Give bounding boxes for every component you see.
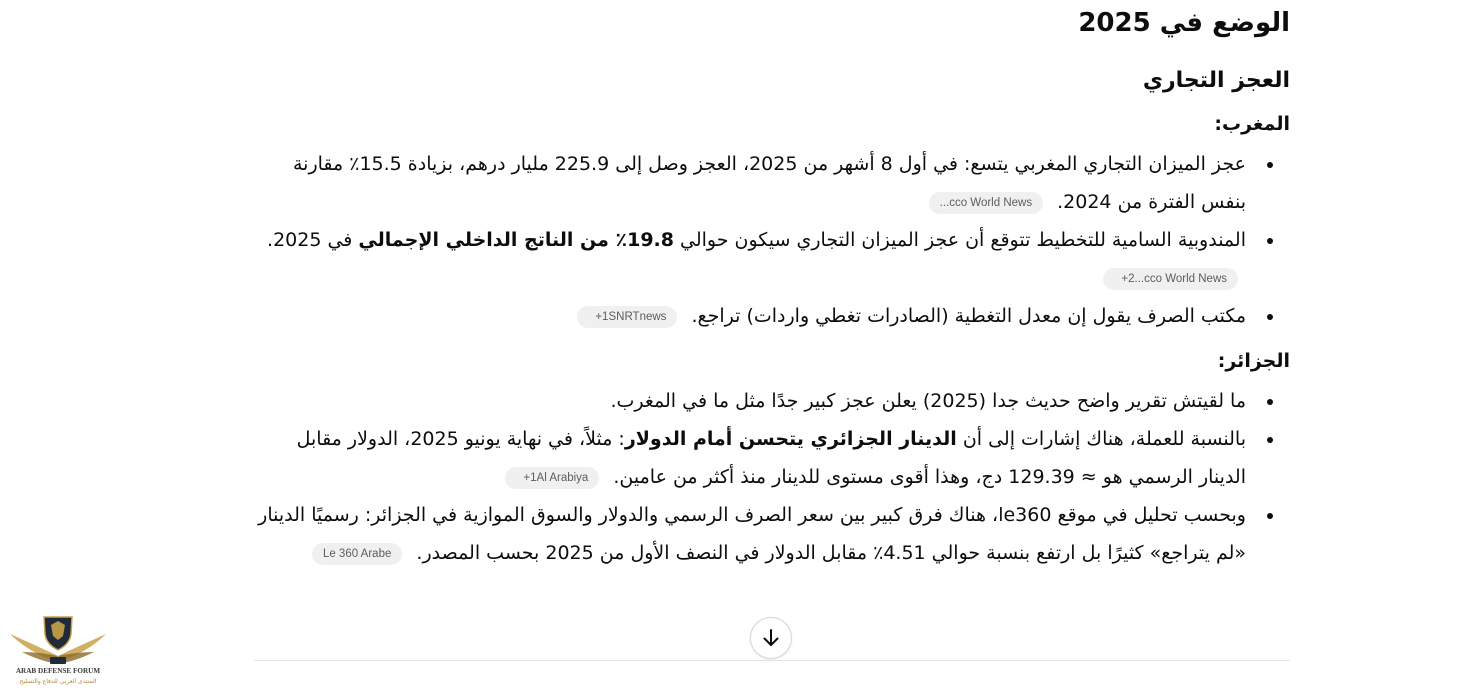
source-name: SNRTnews xyxy=(608,311,667,323)
subsection-title: العجز التجاري xyxy=(1142,68,1290,93)
item-text: ما لقيتش تقرير واضح حديث جدا (2025) يعلن عجز كبير جدًا مثل ما في المغرب. xyxy=(610,390,1246,412)
source-chip[interactable] xyxy=(312,543,402,565)
source-chip[interactable] xyxy=(929,192,1043,214)
watermark-line1: ARAB DEFENSE FORUM xyxy=(15,667,101,675)
item-text: بالنسبة للعملة، هناك إشارات إلى أن xyxy=(956,428,1246,450)
item-bold-text: 19.8٪ من الناتج الداخلي الإجمالي xyxy=(358,229,674,251)
item-text: مكتب الصرف يقول إن معدل التغطية (الصادرات تغطي واردات) تراجع. xyxy=(691,305,1246,327)
list-item xyxy=(254,420,1246,496)
section-title: الوضع في 2025 xyxy=(1078,8,1290,38)
answer-content xyxy=(254,0,1290,572)
source-count: +2 xyxy=(1121,273,1135,285)
item-text: وبحسب تحليل في موقع le360، هناك فرق كبير بين سعر الصرف الرسمي والدولار والسوق الموازية في الجزائر: رسميًا الدينار «لم يتراجع» كثيرًا بل ارتفع بنسبة حوالي 4.51٪ مقابل الدولار في النصف الأول من 2025 بحسب المصدر. xyxy=(258,504,1246,564)
algeria-list xyxy=(254,382,1290,572)
list-item xyxy=(254,221,1246,297)
scroll-to-bottom-button[interactable] xyxy=(750,617,792,659)
arab-defense-forum-logo xyxy=(8,612,108,688)
item-bold-text: الدينار الجزائري يتحسن أمام الدولار xyxy=(624,428,957,450)
list-item xyxy=(254,297,1246,335)
composer-divider xyxy=(254,660,1290,661)
source-name: Al Arabiya xyxy=(536,472,589,484)
source-chip[interactable] xyxy=(1103,268,1238,290)
list-item xyxy=(254,382,1246,420)
source-chip[interactable] xyxy=(505,467,599,489)
source-name: ...cco World News xyxy=(939,197,1033,209)
arrow-down-icon xyxy=(760,627,782,649)
algeria-heading: الجزائر: xyxy=(1217,350,1290,372)
morocco-heading: المغرب: xyxy=(1214,113,1290,135)
source-count: +1 xyxy=(523,472,537,484)
list-item xyxy=(254,145,1246,221)
item-text: المندوبية السامية للتخطيط تتوقع أن عجز الميزان التجاري سيكون حوالي xyxy=(673,229,1246,251)
watermark-line2: المنتدى العربي للدفاع والتسليح xyxy=(19,678,97,685)
item-text: عجز الميزان التجاري المغربي يتسع: في أول 8 أشهر من 2025، العجز وصل إلى 225.9 مليار درهم، بزيادة 15.5٪ مقارنة بنفس الفترة من 2024. xyxy=(292,153,1246,213)
source-name: Le 360 Arabe xyxy=(322,548,392,560)
source-count: +1 xyxy=(595,311,609,323)
source-chip[interactable] xyxy=(577,306,677,328)
source-name: ...cco World News xyxy=(1134,273,1227,285)
item-text: في 2025. xyxy=(267,229,359,251)
item-text: : مثلاً، في نهاية يونيو 2025، الدولار مقابل الدينار الرسمي هو ≈ 129.39 دج، وهذا أقوى مستوى للدينار منذ أكثر من عامين. xyxy=(296,428,1246,488)
list-item xyxy=(254,496,1246,572)
morocco-list xyxy=(254,145,1290,335)
